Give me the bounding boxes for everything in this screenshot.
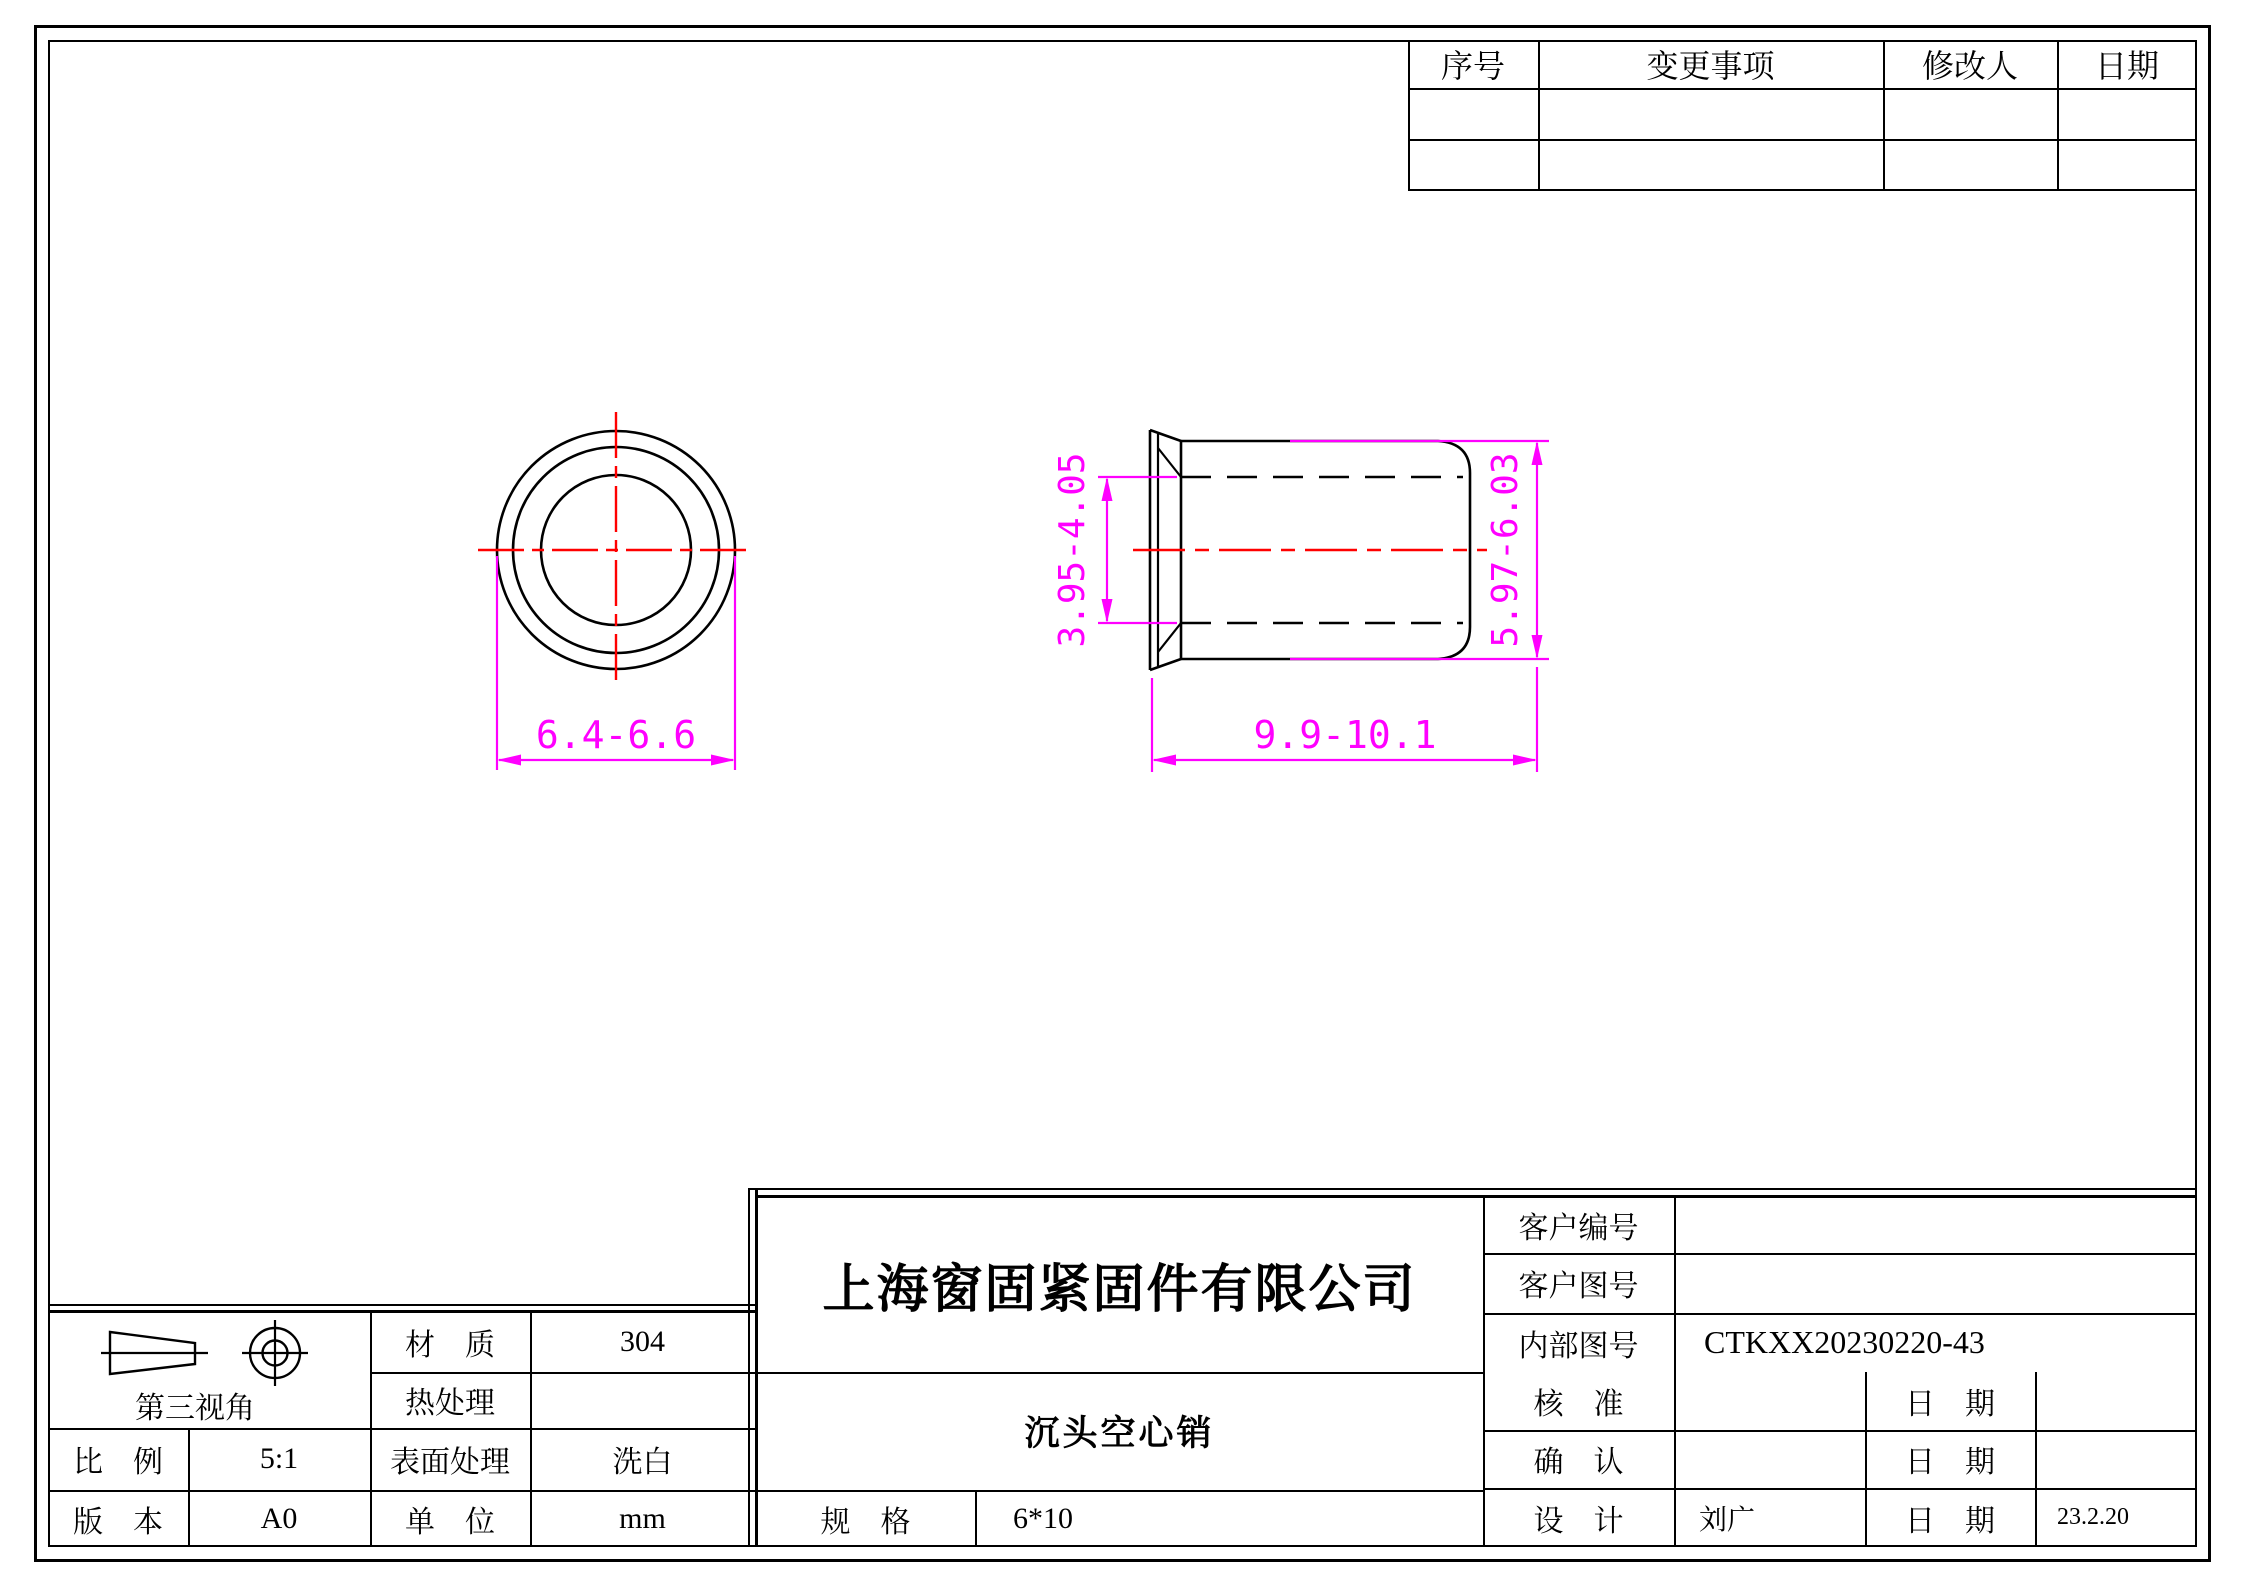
part-name: 沉头空心销 — [1024, 1414, 1215, 1453]
scale-label: 比 例 — [73, 1446, 163, 1479]
approve-date-label: 日 期 — [1905, 1388, 1995, 1421]
design-date-label: 日 期 — [1905, 1504, 1995, 1538]
material-label: 材 质 — [405, 1328, 495, 1362]
revision-col-change: 变更事项 — [1646, 48, 1775, 84]
confirm-label: 确 认 — [1533, 1446, 1624, 1479]
countersink-chamfer-bottom — [1158, 623, 1181, 652]
revision-col-date: 日期 — [2094, 48, 2159, 84]
approve-date-value — [2035, 1372, 2197, 1430]
customer-no-value — [1674, 1196, 2197, 1253]
heat-treatment-value — [530, 1372, 755, 1428]
confirm-name — [1674, 1430, 1865, 1488]
internal-dwg-label: 内部图号 — [1518, 1329, 1639, 1363]
length-dimension-text: 9.9-10.1 — [1253, 713, 1437, 757]
unit-value: mm — [619, 1501, 666, 1535]
spec-value: 6*10 — [1013, 1501, 1073, 1535]
outer-diameter-text: 5.97-6.03 — [1485, 452, 1526, 648]
surface-treatment-value: 洗白 — [612, 1446, 673, 1479]
front-diameter-text: 6.4-6.6 — [535, 713, 697, 757]
projection-label: 第三视角 — [135, 1392, 255, 1425]
revision-col-modifier: 修改人 — [1921, 48, 2018, 84]
customer-dwg-label: 客户图号 — [1518, 1270, 1639, 1303]
confirm-date-value — [2035, 1430, 2197, 1488]
scale-value: 5:1 — [259, 1442, 299, 1475]
third-angle-projection-symbol — [101, 1320, 308, 1386]
internal-dwg-value: CTKXX20230220-43 — [1704, 1324, 1985, 1360]
heat-treatment-label: 热处理 — [405, 1387, 495, 1420]
design-name: 刘广 — [1699, 1504, 1756, 1536]
customer-no-label: 客户编号 — [1518, 1211, 1639, 1245]
unit-label: 单 位 — [405, 1505, 495, 1539]
company-name: 上海窗固紧固件有限公司 — [822, 1261, 1417, 1319]
approve-label: 核 准 — [1533, 1388, 1624, 1421]
design-label: 设 计 — [1533, 1504, 1624, 1538]
revision-col-serial: 序号 — [1440, 48, 1505, 84]
countersink-chamfer-top — [1158, 448, 1181, 477]
side-view — [1052, 430, 1549, 772]
front-view — [478, 412, 753, 770]
hole-dimension-text: 3.95-4.05 — [1052, 452, 1093, 648]
version-label: 版 本 — [73, 1505, 163, 1539]
customer-dwg-value — [1674, 1253, 2197, 1313]
version-value: A0 — [260, 1501, 298, 1535]
spec-label: 规 格 — [820, 1505, 911, 1539]
material-value: 304 — [620, 1324, 665, 1358]
surface-treatment-label: 表面处理 — [390, 1446, 510, 1479]
approve-name — [1674, 1372, 1865, 1430]
confirm-date-label: 日 期 — [1905, 1446, 1995, 1479]
design-date-value: 23.2.20 — [2057, 1504, 2129, 1530]
